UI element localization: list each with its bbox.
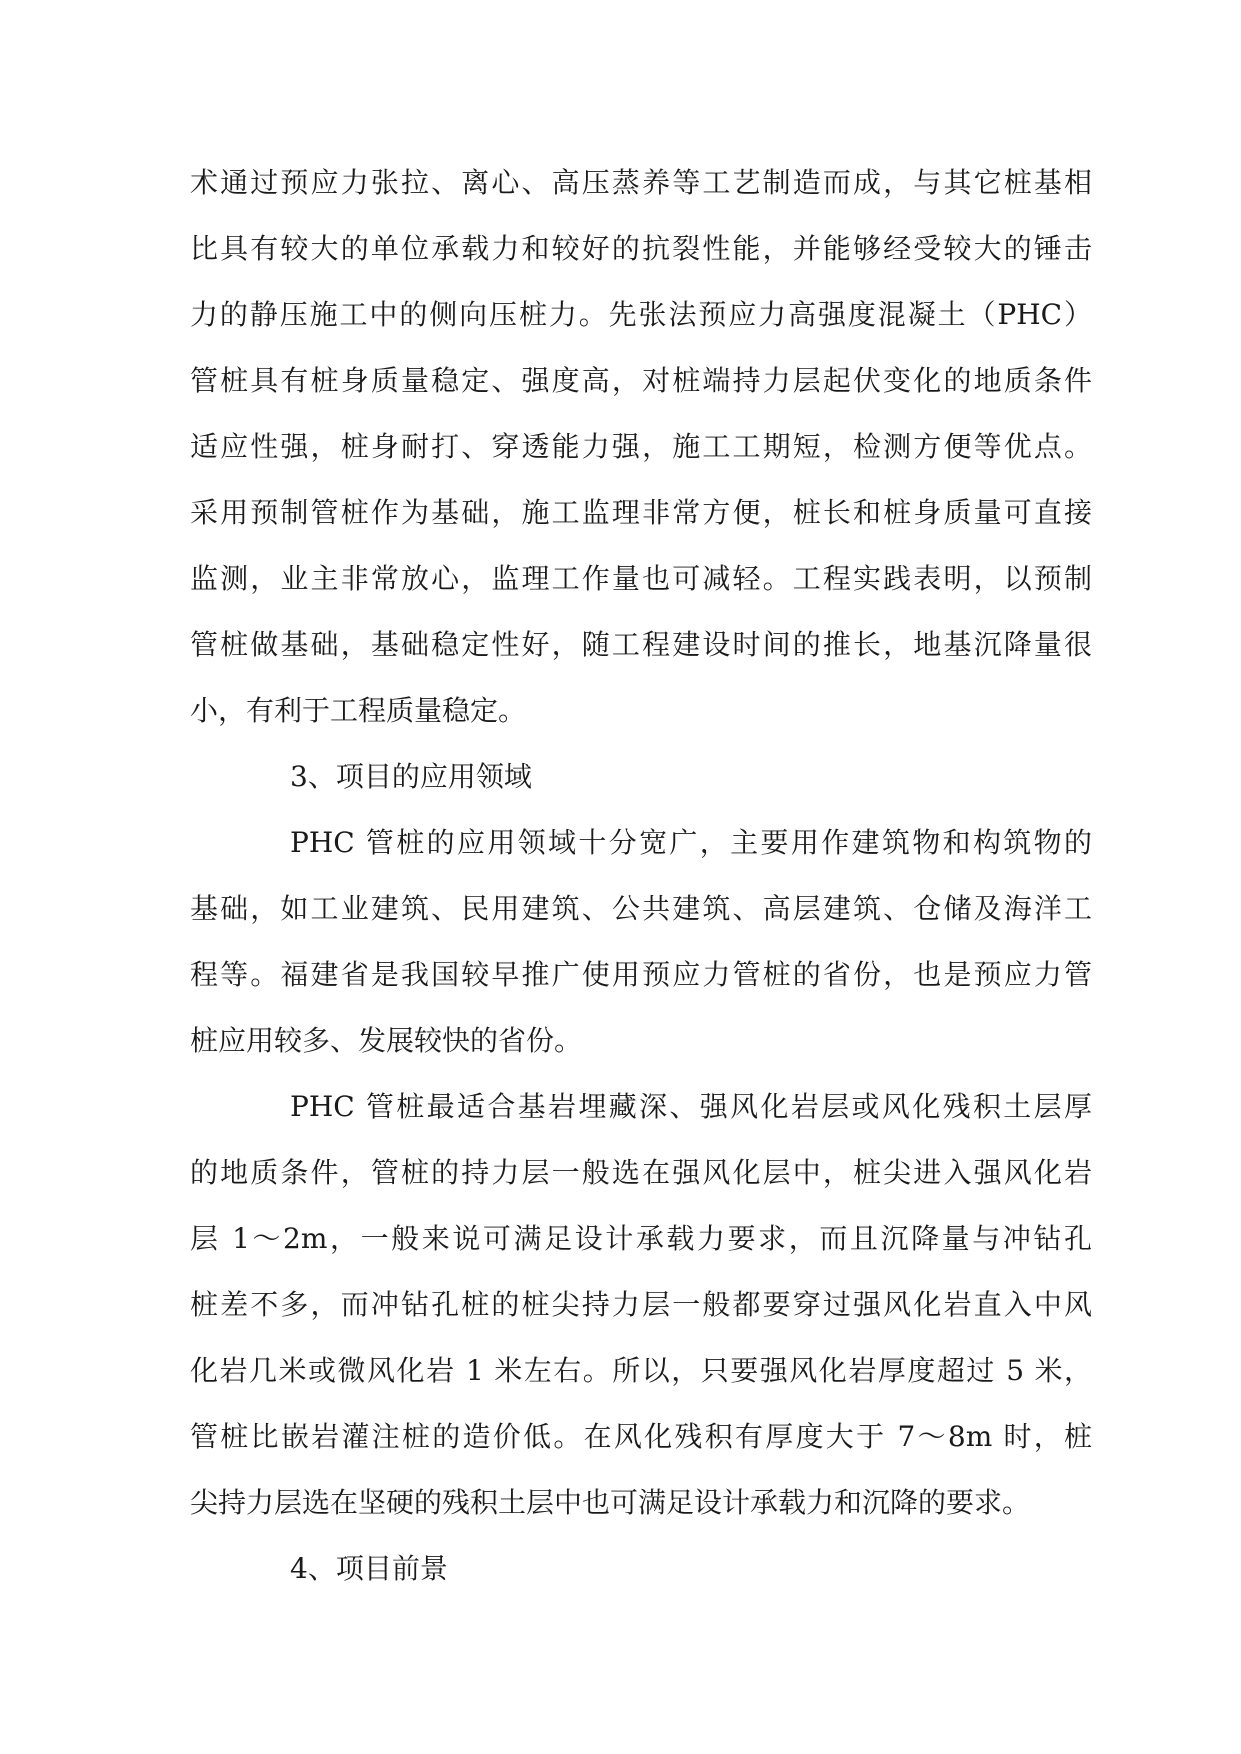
text-line: 术通过预应力张拉、离心、高压蒸养等工艺制造而成，与其它桩基相 bbox=[190, 166, 1092, 199]
text-line: 桩差不多，而冲钻孔桩的桩尖持力层一般都要穿过强风化岩直入中风 bbox=[190, 1288, 1092, 1321]
text-line: 适应性强，桩身耐打、穿透能力强，施工工期短，检测方便等优点。 bbox=[190, 430, 1092, 463]
section-heading: 4、项目前景 bbox=[290, 1552, 448, 1585]
text-line: 管桩具有桩身质量稳定、强度高，对桩端持力层起伏变化的地质条件 bbox=[190, 364, 1092, 397]
text-line: 小，有利于工程质量稳定。 bbox=[190, 694, 527, 727]
text-line: 比具有较大的单位承载力和较好的抗裂性能，并能够经受较大的锤击 bbox=[190, 232, 1092, 265]
text-line: 监测，业主非常放心，监理工作量也可减轻。工程实践表明，以预制 bbox=[190, 562, 1092, 595]
text-line: 桩应用较多、发展较快的省份。 bbox=[190, 1024, 583, 1057]
text-line: 的地质条件，管桩的持力层一般选在强风化层中，桩尖进入强风化岩 bbox=[190, 1156, 1092, 1189]
section-heading: 3、项目的应用领域 bbox=[290, 760, 532, 793]
text-line: 化岩几米或微风化岩 1 米左右。所以，只要强风化岩厚度超过 5 米， bbox=[190, 1354, 1092, 1387]
body-text bbox=[190, 158, 1092, 1610]
text-line: PHC 管桩最适合基岩埋藏深、强风化岩层或风化残积土层厚 bbox=[290, 1090, 1092, 1123]
text-line: PHC 管桩的应用领域十分宽广，主要用作建筑物和构筑物的 bbox=[290, 826, 1092, 859]
text-line: 管桩比嵌岩灌注桩的造价低。在风化残积有厚度大于 7～8m 时，桩 bbox=[190, 1420, 1092, 1453]
text-line: 采用预制管桩作为基础，施工监理非常方便，桩长和桩身质量可直接 bbox=[190, 496, 1092, 529]
text-line: 层 1～2m，一般来说可满足设计承载力要求，而且沉降量与冲钻孔 bbox=[190, 1222, 1092, 1255]
text-line: 管桩做基础，基础稳定性好，随工程建设时间的推长，地基沉降量很 bbox=[190, 628, 1092, 661]
text-line: 基础，如工业建筑、民用建筑、公共建筑、高层建筑、仓储及海洋工 bbox=[190, 892, 1092, 925]
text-line: 尖持力层选在坚硬的残积土层中也可满足设计承载力和沉降的要求。 bbox=[190, 1486, 1031, 1519]
text-line: 程等。福建省是我国较早推广使用预应力管桩的省份，也是预应力管 bbox=[190, 958, 1092, 991]
text-line: 力的静压施工中的侧向压桩力。先张法预应力高强度混凝土（PHC） bbox=[190, 298, 1092, 331]
